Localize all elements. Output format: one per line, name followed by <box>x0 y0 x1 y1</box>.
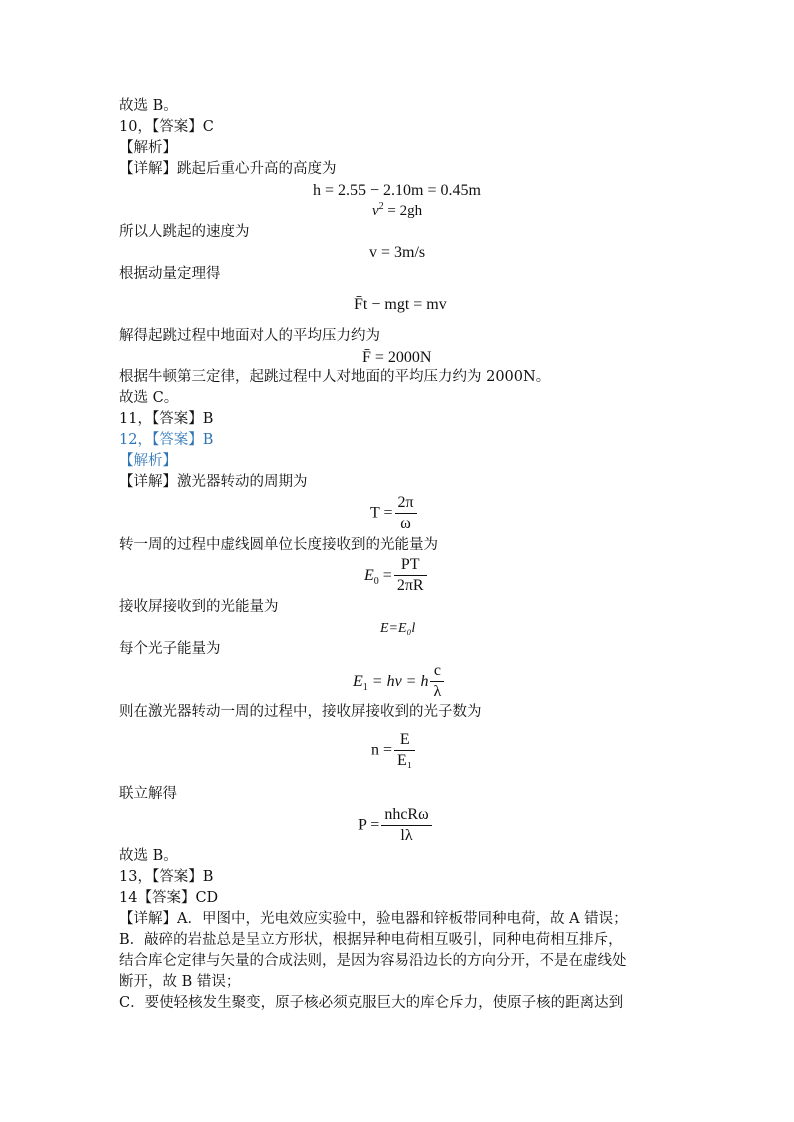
equation-velocity: v = 3m/s <box>369 244 426 261</box>
text-line: 故选 B。 <box>119 98 178 114</box>
numerator: nhcRω <box>381 805 431 826</box>
eq-lhs <box>364 566 392 587</box>
text-line: 解得起跳过程中地面对人的平均压力约为 <box>119 328 380 344</box>
answer-12: 12，【答案】B <box>119 432 214 448</box>
eq-var: E <box>353 672 363 690</box>
denominator: E₁ <box>397 752 413 769</box>
fraction <box>394 555 427 596</box>
text-line: 根据动量定理得 <box>119 266 221 282</box>
fraction <box>394 730 415 771</box>
text-line: 接收屏接收到的光能量为 <box>119 599 279 615</box>
eq-equals: = <box>378 566 392 584</box>
eq-lhs <box>353 672 429 693</box>
answer-11: 11，【答案】B <box>119 411 214 427</box>
text-line: 每个光子能量为 <box>119 641 221 657</box>
equation-height: h = 2.55 − 2.10m = 0.45m <box>313 182 481 199</box>
answer-14: 14【答案】CD <box>119 890 219 906</box>
eq-mid: = hν = h <box>367 672 429 690</box>
text-line: 所以人跳起的速度为 <box>119 224 250 240</box>
equation-screen-energy: E=E₀l <box>380 621 416 636</box>
eq-lhs: n = <box>371 741 393 759</box>
equation-period <box>370 493 419 534</box>
answer-10: 10，【答案】C <box>119 119 214 135</box>
detail-text: B．敲碎的岩盐总是呈立方形状，根据异种电荷相互吸引，同种电荷相互排斥， <box>119 932 623 948</box>
numerator: c <box>430 661 444 682</box>
eq-var: E <box>364 566 374 584</box>
numerator: E <box>394 730 415 751</box>
detail-text: 结合库仑定律与矢量的合成法则，是因为容易沿边长的方向分开，不是在虚线处 <box>119 953 627 969</box>
text-line: 故选 C。 <box>119 390 179 406</box>
equation-photon-energy <box>353 661 446 702</box>
text-line: 则在激光器转动一周的过程中，接收屏接收到的光子数为 <box>119 704 482 720</box>
detail-text: 断开，故 B 错误； <box>119 974 241 990</box>
equation-force: F̄ = 2000N <box>362 349 432 366</box>
equation-velocity-squared <box>372 201 422 221</box>
equation-energy-density <box>364 555 429 596</box>
eq-var: v <box>372 203 379 219</box>
equation-photon-count <box>371 730 417 771</box>
denominator: 2πR <box>396 577 424 594</box>
fraction <box>381 805 431 846</box>
denominator: ω <box>400 515 411 532</box>
eq-sub: 1 <box>362 681 368 693</box>
denominator: lλ <box>400 827 413 844</box>
detail-text: 【详解】跳起后重心升高的高度为 <box>119 161 337 177</box>
numerator: 2π <box>395 493 417 514</box>
eq-exp: 2 <box>378 201 384 212</box>
detail-text: 【详解】激光器转动的周期为 <box>119 474 308 490</box>
detail-text: C．要使轻核发生聚变，原子核必须克服巨大的库仑斥力，使原子核的距离达到 <box>119 995 624 1011</box>
equation-power <box>358 805 434 846</box>
text-line: 转一周的过程中虚线圆单位长度接收到的光能量为 <box>119 537 438 553</box>
detail-text: 【详解】A．甲图中，光电效应实验中，验电器和锌板带同种电荷，故 A 错误； <box>119 911 628 927</box>
denominator: λ <box>433 683 442 700</box>
eq-lhs: P = <box>358 816 380 834</box>
text-line: 故选 B。 <box>119 848 178 864</box>
text-line: 根据牛顿第三定律，起跳过程中人对地面的平均压力约为 2000N。 <box>119 369 551 385</box>
eq-sub: 0 <box>373 575 379 587</box>
numerator: PT <box>394 555 427 576</box>
fraction <box>395 493 417 534</box>
analysis-heading: 【解析】 <box>119 453 177 469</box>
eq-lhs: T = <box>370 504 393 522</box>
eq-rhs: = 2gh <box>383 203 423 219</box>
text-line: 联立解得 <box>119 786 177 802</box>
answer-13: 13，【答案】B <box>119 869 214 885</box>
equation-momentum: F̄t − mgt = mv <box>354 296 447 313</box>
analysis-heading: 【解析】 <box>119 140 177 156</box>
fraction <box>430 661 444 702</box>
